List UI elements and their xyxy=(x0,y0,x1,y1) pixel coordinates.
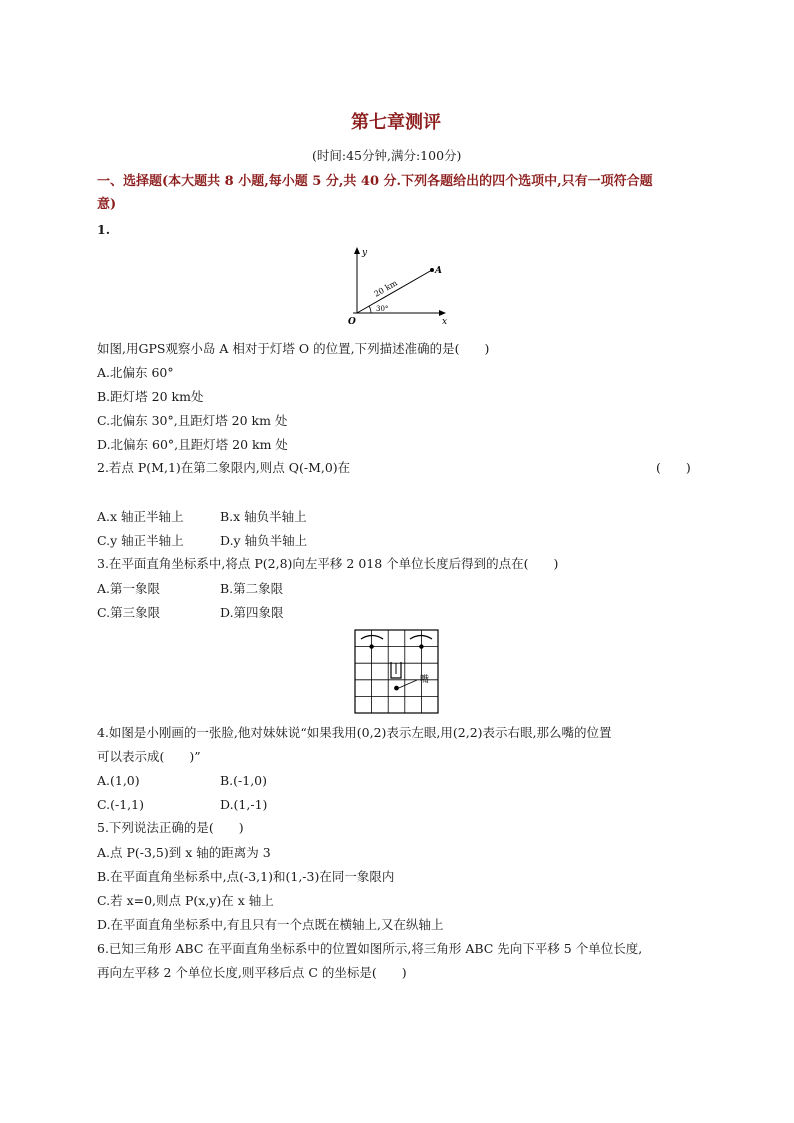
q1-figure xyxy=(338,243,458,333)
q5-option-c: C.若 x=0,则点 P(x,y)在 x 轴上 xyxy=(97,893,274,908)
q2-option-b: B.x 轴负半轴上 xyxy=(220,509,307,524)
q1-option-d: D.北偏东 60°,且距灯塔 20 km 处 xyxy=(97,437,288,452)
q1-x-label: x xyxy=(442,317,448,327)
q1-angle-arc xyxy=(369,306,371,313)
q5-stem: 5.下列说法正确的是( ) xyxy=(97,820,244,835)
q1-distance-label: 20 km xyxy=(372,278,399,299)
q1-option-c: C.北偏东 30°,且距灯塔 20 km 处 xyxy=(97,413,288,428)
q4-right-eye xyxy=(419,644,423,648)
q3-stem: 3.在平面直角坐标系中,将点 P(2,8)向左平移 2 018 个单位长度后得到的点在( ) xyxy=(97,556,559,571)
q1-number: 1. xyxy=(97,222,111,237)
q4-option-a: A.(1,0) xyxy=(97,773,140,788)
q4-option-c: C.(-1,1) xyxy=(97,797,144,812)
q1-point-a xyxy=(430,268,434,272)
q1-ray-oa xyxy=(357,270,432,313)
q2-stem: 2.若点 P(M,1)在第二象限内,则点 Q(-M,0)在 xyxy=(97,460,351,475)
q1-stem: 如图,用GPS观察小岛 A 相对于灯塔 O 的位置,下列描述准确的是( ) xyxy=(97,341,490,356)
q2-option-c: C.y 轴正半轴上 xyxy=(97,533,184,548)
q4-stem-line2: 可以表示成( )” xyxy=(97,749,201,764)
q6-stem-line1: 6.已知三角形 ABC 在平面直角坐标系中的位置如图所示,将三角形 ABC 先向下平移 5 个单位长度, xyxy=(97,941,643,956)
q4-left-eye xyxy=(369,644,373,648)
q1-option-a: A.北偏东 60° xyxy=(97,365,174,380)
q1-x-arrow xyxy=(439,310,446,316)
page-title: 第七章测评 xyxy=(351,112,441,133)
q1-angle-label: 30° xyxy=(376,305,389,313)
q5-option-a: A.点 P(-3,5)到 x 轴的距离为 3 xyxy=(97,845,271,860)
q2-option-d: D.y 轴负半轴上 xyxy=(220,533,308,548)
section-heading: 一、选择题(本大题共 8 小题,每小题 5 分,共 40 分.下列各题给出的四个选项中,只有一项符合题 xyxy=(97,174,653,189)
q6-stem-line2: 再向左平移 2 个单位长度,则平移后点 C 的坐标是( ) xyxy=(97,965,407,980)
q4-face-grid-figure xyxy=(353,628,441,716)
q3-option-c: C.第三象限 xyxy=(97,605,161,620)
q4-mouth-pointer xyxy=(397,680,418,689)
q3-option-d: D.第四象限 xyxy=(220,605,284,620)
q1-a-label: A xyxy=(435,266,442,276)
exam-info: (时间:45分钟,满分:100分) xyxy=(312,148,462,163)
q5-option-b: B.在平面直角坐标系中,点(-3,1)和(1,-3)在同一象限内 xyxy=(97,869,395,884)
q3-option-a: A.第一象限 xyxy=(97,581,161,596)
q2-option-a: A.x 轴正半轴上 xyxy=(97,509,184,524)
q4-stem-line1: 4.如图是小刚画的一张脸,他对妹妹说“如果我用(0,2)表示左眼,用(2,2)表示右眼,那么嘴的位置 xyxy=(97,725,612,740)
section-heading-cont: 意) xyxy=(97,197,117,212)
q1-y-arrow xyxy=(354,247,360,254)
q1-origin-label: O xyxy=(348,317,356,327)
q4-option-d: D.(1,-1) xyxy=(220,797,268,812)
q4-option-b: B.(-1,0) xyxy=(220,773,268,788)
q3-option-b: B.第二象限 xyxy=(220,581,284,596)
q1-y-label: y xyxy=(362,248,368,258)
q1-option-b: B.距灯塔 20 km处 xyxy=(97,389,204,404)
q2-answer-bracket: ( ) xyxy=(656,460,691,475)
q4-mouth-label: 嘴 xyxy=(420,675,430,685)
q5-option-d: D.在平面直角坐标系中,有且只有一个点既在横轴上,又在纵轴上 xyxy=(97,917,444,932)
q4-mouth xyxy=(394,686,399,691)
